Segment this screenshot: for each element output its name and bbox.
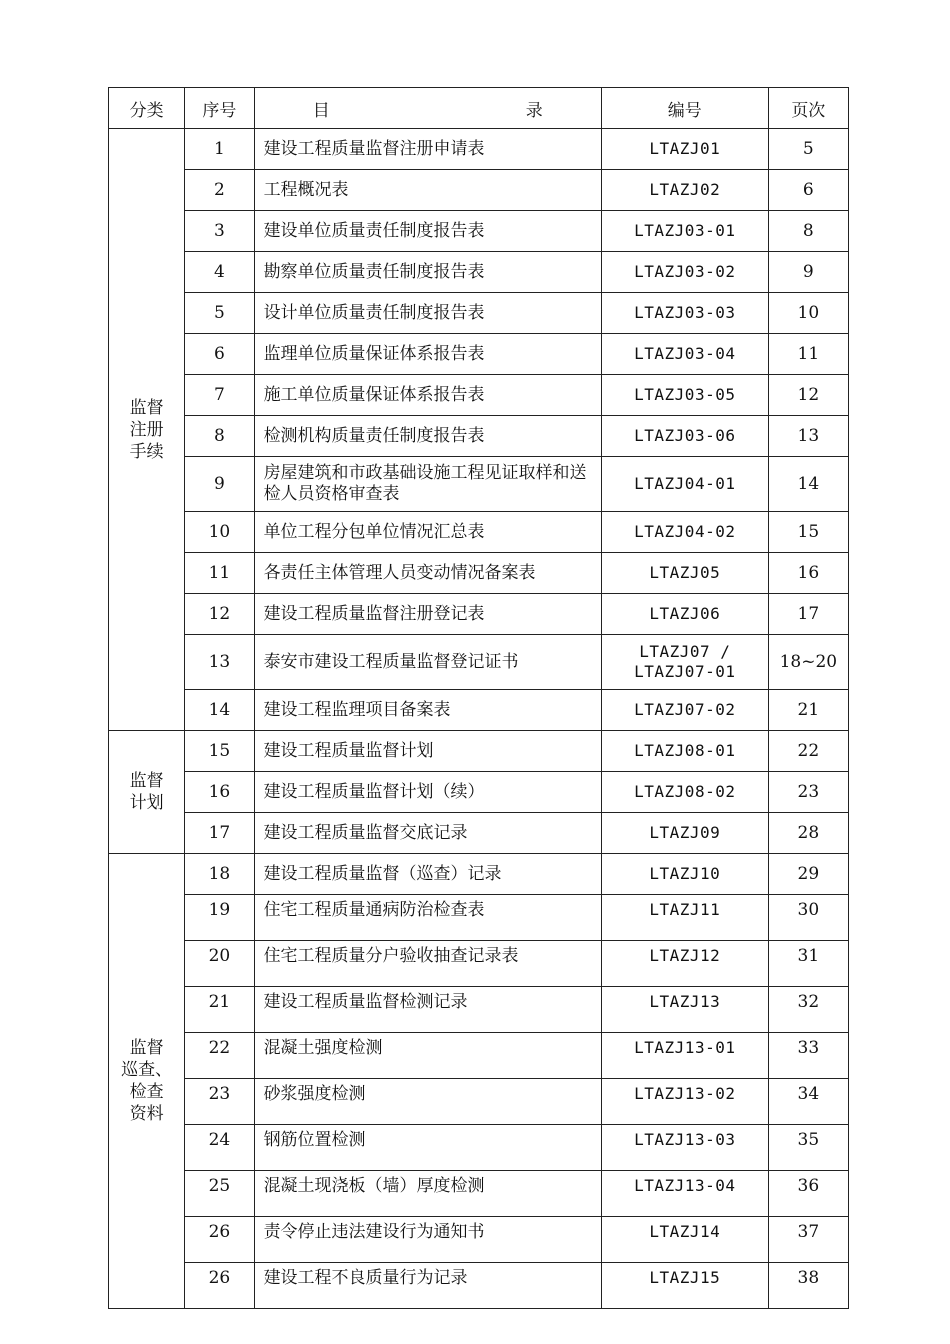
item-title: 设计单位质量责任制度报告表 bbox=[254, 293, 601, 334]
item-code: LTAZJ11 bbox=[601, 895, 768, 941]
item-page: 37 bbox=[768, 1217, 848, 1263]
table-row bbox=[109, 170, 849, 211]
table-row bbox=[109, 813, 849, 854]
item-page: 21 bbox=[768, 690, 848, 731]
item-title: 监理单位质量保证体系报告表 bbox=[254, 334, 601, 375]
item-page: 10 bbox=[768, 293, 848, 334]
item-number: 11 bbox=[185, 553, 254, 594]
item-code: LTAZJ08-02 bbox=[601, 772, 768, 813]
table-row bbox=[109, 941, 849, 987]
item-code: LTAZJ01 bbox=[601, 129, 768, 170]
header-code: 编号 bbox=[601, 88, 768, 129]
item-page: 14 bbox=[768, 457, 848, 512]
table-row bbox=[109, 1263, 849, 1309]
header-category: 分类 bbox=[109, 88, 185, 129]
header-title bbox=[254, 88, 601, 129]
item-code: LTAZJ07 / LTAZJ07-01 bbox=[601, 635, 768, 690]
header-row bbox=[109, 88, 849, 129]
table-row bbox=[109, 690, 849, 731]
item-title: 房屋建筑和市政基础设施工程见证取样和送检人员资格审查表 bbox=[254, 457, 601, 512]
item-page: 13 bbox=[768, 416, 848, 457]
item-code: LTAZJ04-02 bbox=[601, 512, 768, 553]
item-code: LTAZJ08-01 bbox=[601, 731, 768, 772]
header-page: 页次 bbox=[768, 88, 848, 129]
item-title: 建设单位质量责任制度报告表 bbox=[254, 211, 601, 252]
item-number: 14 bbox=[185, 690, 254, 731]
item-title: 钢筋位置检测 bbox=[254, 1125, 601, 1171]
item-title: 责令停止违法建设行为通知书 bbox=[254, 1217, 601, 1263]
item-title: 住宅工程质量通病防治检查表 bbox=[254, 895, 601, 941]
table-row bbox=[109, 293, 849, 334]
item-number: 5 bbox=[185, 293, 254, 334]
item-page: 22 bbox=[768, 731, 848, 772]
table-row bbox=[109, 416, 849, 457]
item-title: 建设工程质量监督交底记录 bbox=[254, 813, 601, 854]
category-cell bbox=[109, 731, 185, 854]
item-title: 建设工程质量监督计划 bbox=[254, 731, 601, 772]
item-number: 17 bbox=[185, 813, 254, 854]
table-row bbox=[109, 895, 849, 941]
item-code: LTAZJ02 bbox=[601, 170, 768, 211]
item-page: 18~20 bbox=[768, 635, 848, 690]
table-row bbox=[109, 635, 849, 690]
header-title-left: 目 bbox=[312, 100, 426, 121]
table-row bbox=[109, 854, 849, 895]
header-title-right: 录 bbox=[525, 100, 543, 121]
item-number: 26 bbox=[185, 1263, 254, 1309]
table-row bbox=[109, 334, 849, 375]
item-number: 25 bbox=[185, 1171, 254, 1217]
item-code: LTAZJ07-02 bbox=[601, 690, 768, 731]
item-page: 35 bbox=[768, 1125, 848, 1171]
table-row bbox=[109, 594, 849, 635]
item-code: LTAZJ14 bbox=[601, 1217, 768, 1263]
item-title: 建设工程质量监督计划（续） bbox=[254, 772, 601, 813]
item-number: 21 bbox=[185, 987, 254, 1033]
item-page: 38 bbox=[768, 1263, 848, 1309]
item-number: 6 bbox=[185, 334, 254, 375]
table-row bbox=[109, 457, 849, 512]
item-page: 34 bbox=[768, 1079, 848, 1125]
item-page: 32 bbox=[768, 987, 848, 1033]
item-code: LTAZJ03-05 bbox=[601, 375, 768, 416]
item-title: 砂浆强度检测 bbox=[254, 1079, 601, 1125]
item-page: 29 bbox=[768, 854, 848, 895]
item-title: 勘察单位质量责任制度报告表 bbox=[254, 252, 601, 293]
item-title: 混凝土现浇板（墙）厚度检测 bbox=[254, 1171, 601, 1217]
table-row bbox=[109, 211, 849, 252]
table-row bbox=[109, 129, 849, 170]
item-code: LTAZJ06 bbox=[601, 594, 768, 635]
item-number: 18 bbox=[185, 854, 254, 895]
table-row bbox=[109, 772, 849, 813]
item-page: 31 bbox=[768, 941, 848, 987]
category-label: 监督 计划 bbox=[129, 771, 164, 813]
item-title: 建设工程质量监督注册登记表 bbox=[254, 594, 601, 635]
item-code: LTAZJ13-03 bbox=[601, 1125, 768, 1171]
item-code: LTAZJ04-01 bbox=[601, 457, 768, 512]
item-title: 建设工程质量监督检测记录 bbox=[254, 987, 601, 1033]
item-page: 36 bbox=[768, 1171, 848, 1217]
item-title: 施工单位质量保证体系报告表 bbox=[254, 375, 601, 416]
item-page: 23 bbox=[768, 772, 848, 813]
item-code: LTAZJ13 bbox=[601, 987, 768, 1033]
table-row bbox=[109, 375, 849, 416]
item-title: 混凝土强度检测 bbox=[254, 1033, 601, 1079]
item-page: 11 bbox=[768, 334, 848, 375]
item-page: 30 bbox=[768, 895, 848, 941]
item-number: 4 bbox=[185, 252, 254, 293]
item-title: 泰安市建设工程质量监督登记证书 bbox=[254, 635, 601, 690]
table-row bbox=[109, 1217, 849, 1263]
item-code: LTAZJ05 bbox=[601, 553, 768, 594]
item-title: 建设工程质量监督（巡查）记录 bbox=[254, 854, 601, 895]
toc-body bbox=[109, 129, 849, 1309]
item-number: 20 bbox=[185, 941, 254, 987]
table-row bbox=[109, 1079, 849, 1125]
item-page: 17 bbox=[768, 594, 848, 635]
item-number: 1 bbox=[185, 129, 254, 170]
item-code: LTAZJ13-02 bbox=[601, 1079, 768, 1125]
item-code: LTAZJ15 bbox=[601, 1263, 768, 1309]
item-title: 建设工程不良质量行为记录 bbox=[254, 1263, 601, 1309]
item-number: 15 bbox=[185, 731, 254, 772]
item-page: 12 bbox=[768, 375, 848, 416]
item-page: 16 bbox=[768, 553, 848, 594]
item-code: LTAZJ03-03 bbox=[601, 293, 768, 334]
item-number: 13 bbox=[185, 635, 254, 690]
item-title: 工程概况表 bbox=[254, 170, 601, 211]
category-label: 监督 巡查、 检查 资料 bbox=[121, 1038, 173, 1124]
table-row bbox=[109, 1125, 849, 1171]
item-page: 15 bbox=[768, 512, 848, 553]
item-number: 23 bbox=[185, 1079, 254, 1125]
item-number: 7 bbox=[185, 375, 254, 416]
item-number: 9 bbox=[185, 457, 254, 512]
table-row bbox=[109, 553, 849, 594]
table-row bbox=[109, 1171, 849, 1217]
header-number: 序号 bbox=[185, 88, 254, 129]
item-title: 各责任主体管理人员变动情况备案表 bbox=[254, 553, 601, 594]
item-page: 33 bbox=[768, 1033, 848, 1079]
item-title: 建设工程质量监督注册申请表 bbox=[254, 129, 601, 170]
item-number: 16 bbox=[185, 772, 254, 813]
item-title: 单位工程分包单位情况汇总表 bbox=[254, 512, 601, 553]
item-number: 19 bbox=[185, 895, 254, 941]
table-row bbox=[109, 252, 849, 293]
item-page: 28 bbox=[768, 813, 848, 854]
item-title: 住宅工程质量分户验收抽查记录表 bbox=[254, 941, 601, 987]
item-number: 10 bbox=[185, 512, 254, 553]
item-title: 检测机构质量责任制度报告表 bbox=[254, 416, 601, 457]
item-code: LTAZJ13-04 bbox=[601, 1171, 768, 1217]
item-code: LTAZJ03-01 bbox=[601, 211, 768, 252]
item-code: LTAZJ12 bbox=[601, 941, 768, 987]
item-code: LTAZJ09 bbox=[601, 813, 768, 854]
item-number: 12 bbox=[185, 594, 254, 635]
item-code: LTAZJ03-04 bbox=[601, 334, 768, 375]
item-number: 26 bbox=[185, 1217, 254, 1263]
item-code: LTAZJ03-02 bbox=[601, 252, 768, 293]
toc-table bbox=[108, 87, 849, 1309]
item-code: LTAZJ13-01 bbox=[601, 1033, 768, 1079]
item-page: 5 bbox=[768, 129, 848, 170]
item-code: LTAZJ03-06 bbox=[601, 416, 768, 457]
table-row bbox=[109, 512, 849, 553]
table-row bbox=[109, 731, 849, 772]
item-page: 6 bbox=[768, 170, 848, 211]
item-number: 3 bbox=[185, 211, 254, 252]
item-code: LTAZJ10 bbox=[601, 854, 768, 895]
table-row bbox=[109, 1033, 849, 1079]
item-number: 8 bbox=[185, 416, 254, 457]
item-page: 8 bbox=[768, 211, 848, 252]
item-number: 24 bbox=[185, 1125, 254, 1171]
table-row bbox=[109, 987, 849, 1033]
category-cell bbox=[109, 129, 185, 731]
item-title: 建设工程监理项目备案表 bbox=[254, 690, 601, 731]
item-number: 22 bbox=[185, 1033, 254, 1079]
item-number: 2 bbox=[185, 170, 254, 211]
category-cell bbox=[109, 854, 185, 1309]
category-label: 监督 注册 手续 bbox=[129, 397, 164, 462]
item-page: 9 bbox=[768, 252, 848, 293]
